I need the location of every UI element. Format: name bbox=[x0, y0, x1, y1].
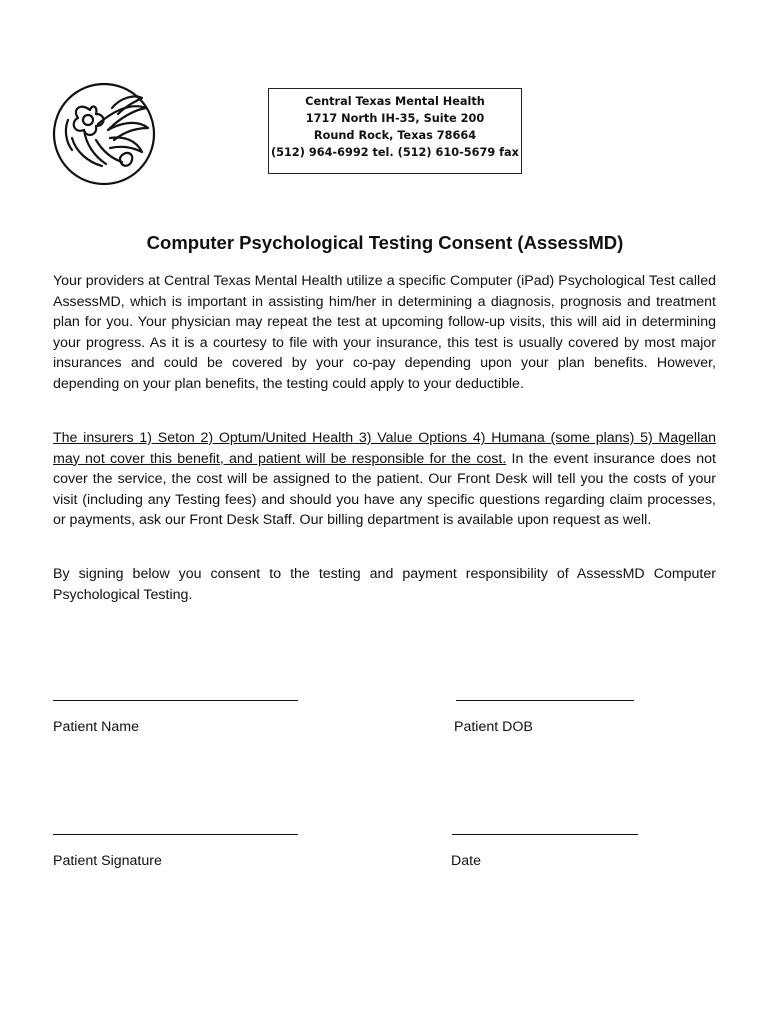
patient-name-line[interactable] bbox=[53, 700, 298, 701]
paragraph-insurers bbox=[53, 428, 716, 531]
patient-signature-line[interactable] bbox=[53, 834, 298, 835]
patient-dob-line[interactable] bbox=[456, 700, 634, 701]
patient-name-label: Patient Name bbox=[53, 719, 139, 735]
address-box bbox=[268, 88, 522, 174]
address-line-org: Central Texas Mental Health bbox=[305, 95, 485, 108]
patient-dob-label: Patient DOB bbox=[454, 719, 533, 735]
patient-signature-label: Patient Signature bbox=[53, 853, 162, 869]
address-line-phone: (512) 964-6992 tel. (512) 610-5679 fax bbox=[271, 146, 519, 159]
insurers-underlined-text: The insurers 1) Seton 2) Optum/United Health 3) Value Options 4) Humana (some plans) 5) Magellan may not cover this benefit, and patient will be responsible for the cost. bbox=[53, 430, 716, 467]
date-line[interactable] bbox=[452, 834, 638, 835]
floral-logo bbox=[50, 80, 158, 188]
address-line-street: 1717 North IH-35, Suite 200 bbox=[305, 112, 485, 125]
date-label: Date bbox=[451, 853, 481, 869]
address-line-city: Round Rock, Texas 78664 bbox=[313, 129, 477, 142]
insurers-rest-text: In the event insurance does not cover the service, the cost will be assigned to the patient. Our Front Desk will tell you the costs of your visit (including any Testing fees) and should you have any specific questions regarding claim processes, or payments, ask our Front Desk Staff. Our billing department is available upon request as well. bbox=[53, 450, 716, 529]
paragraph-intro: Your providers at Central Texas Mental Health utilize a specific Computer (iPad) Psychological Test called AssessMD, which is important in assisting him/her in determining a diagnosis, prognosis and treatment plan for you. Your physician may repeat the test at upcoming follow-up visits, this will aid in determining your progress. As it is a courtesy to file with your insurance, this test is usually covered by most major insurances and could be covered by your co-pay depending upon your plan benefits. However, depending on your plan benefits, the testing could apply to your deductible. bbox=[53, 273, 716, 392]
document-title: Computer Psychological Testing Consent (AssessMD) bbox=[146, 232, 624, 253]
paragraph-consent: By signing below you consent to the testing and payment responsibility of AssessMD Computer Psychological Testing. bbox=[53, 566, 716, 603]
